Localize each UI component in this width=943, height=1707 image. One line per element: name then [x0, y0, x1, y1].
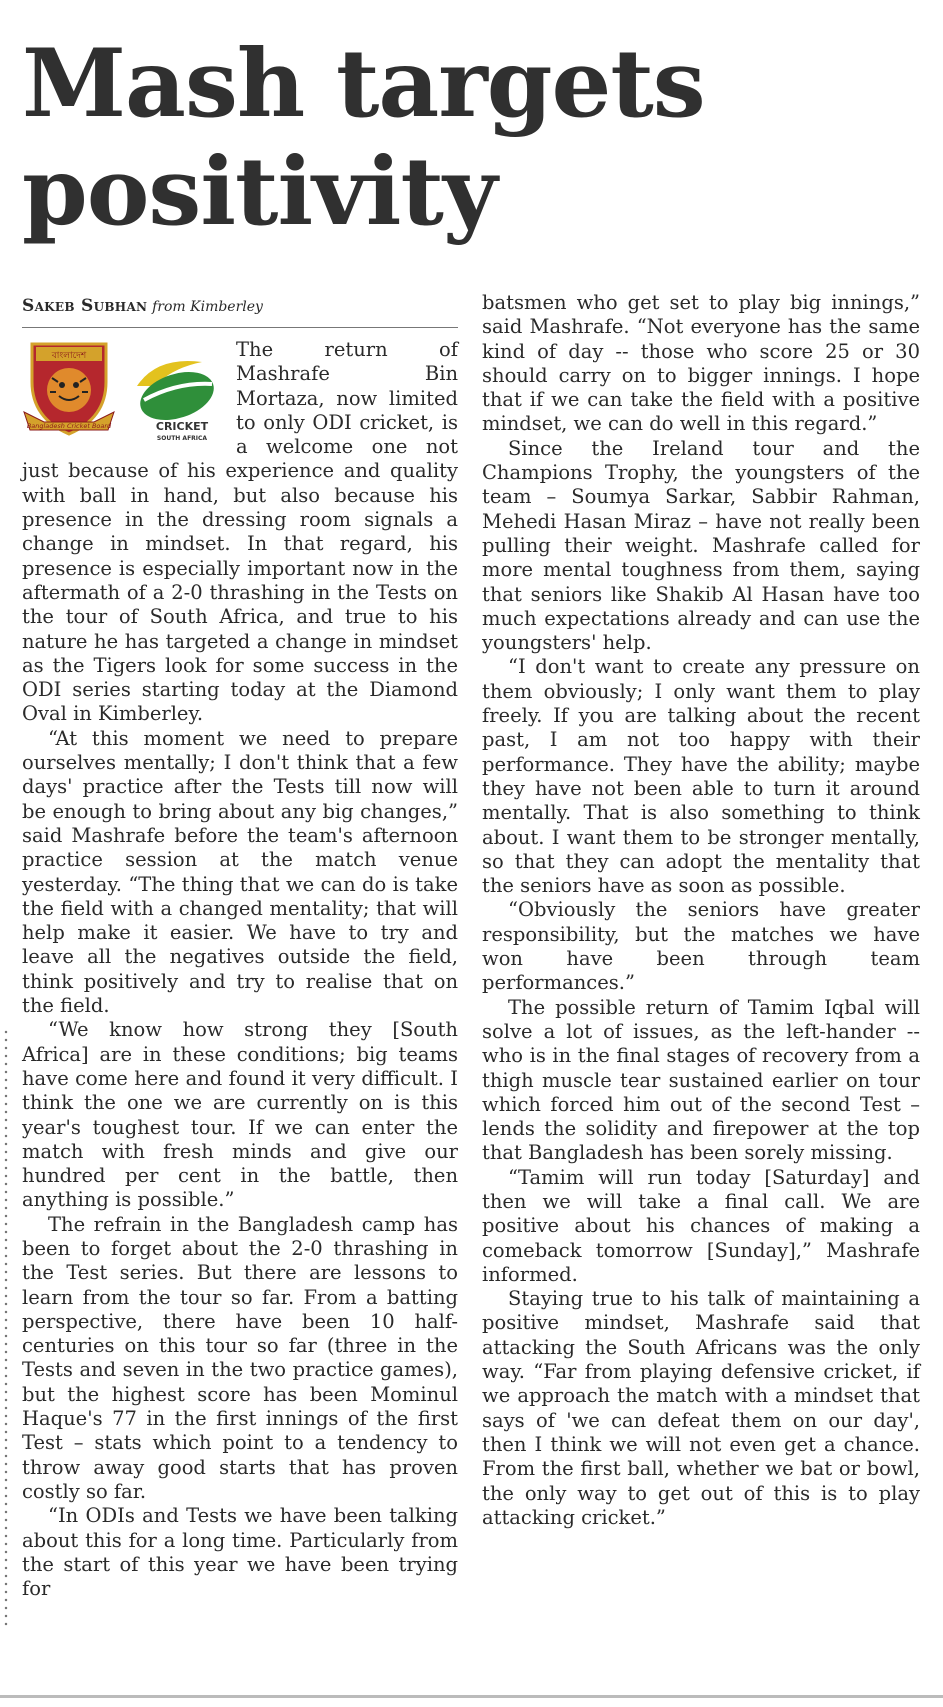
paragraph: The return of Mashrafe Bin Mortaza, now limited to only ODI cricket, is a welcome one not just because of his experience and quality with ball in hand, but also because his presence in the dressing room signals a change in mindset. In that regard, his presence is especially important now in the aftermath of a 2-0 thrashing in the Tests on the tour of South Africa, and true to his nature he has targeted a change in mindset as the Tigers look for some success in the ODI series starting today at the Diamond Oval in Kimberley.	[22, 338, 458, 726]
logos-graphic	[22, 338, 232, 450]
cricket-south-africa-logo-icon	[134, 361, 220, 442]
headline: Mash targets positivity	[22, 29, 705, 247]
paragraph: “At this moment we need to prepare ourselves mentally; I don't think that a few days' practice after the Tests till now will be enough to bring about any big changes,” said Mashrafe before the team's afternoon practice session at the match venue yesterday. “The thing that we can do is take the field with a changed mentality; that will help make it easier. We have to try and leave all the negatives outside the field, think positively and try to realise that on the field.	[22, 726, 458, 1018]
paragraph: “Obviously the seniors have greater responsibility, but the matches we have won have been through team performances.”	[482, 898, 920, 995]
paragraph: The possible return of Tamim Iqbal will solve a lot of issues, as the left-hander -- who is in the final stages of recovery from a thigh muscle tear sustained earlier on tour which forced him out of the second Test – lends the solidity and firepower at the top that Bangladesh has been sorely missing.	[482, 995, 920, 1165]
paragraph: batsmen who get set to play big innings,” said Mashrafe. “Not everyone has the same kind of day -- those who score 25 or 30 should carry on to bigger innings. I hope that if we can take the field with a positive mindset, we can do well in this regard.”	[482, 291, 920, 436]
byline-location: from Kimberley	[152, 299, 263, 315]
bottom-rule	[0, 1695, 943, 1698]
paragraph: Staying true to his talk of maintaining a positive mindset, Mashrafe said that attacking the South Africans was the only way. “Far from playing defensive cricket, if we approach the match with a mindset that says of 'we can defeat them on our day', then I think we will not even get a chance. From the first ball, whether we bat or bowl, the only way to get out of this is to play attacking cricket.”	[482, 1287, 920, 1529]
csa-logo-main-text: CRICKET	[155, 420, 209, 433]
article-column-right	[482, 291, 920, 1530]
paragraph: The refrain in the Bangladesh camp has been to forget about the 2-0 thrashing in the Test series. But there are lessons to learn from the tour so far. From a batting perspective, there have been 10 half-centuries on this tour so far (three in the Tests and seven in the two practice games), but the highest score has been Mominul Haque's 77 in the first innings of the first Test – stats which point to a tendency to throw away good starts that has proven costly so far.	[22, 1212, 458, 1503]
paragraph: Since the Ireland tour and the Champions Trophy, the youngsters of the team – Soumya Sarkar, Sabbir Rahman, Mehedi Hasan Miraz – have not really been pulling their weight. Mashrafe called for more mental toughness from them, saying that seniors like Shakib Al Hasan have too much expectations already and can use the youngsters' help.	[482, 436, 920, 655]
logos	[22, 338, 232, 450]
bcb-logo-text: বাংলাদেশ	[51, 351, 87, 361]
bcb-logo-icon	[24, 344, 114, 434]
dotted-cut-line	[2, 1028, 10, 1628]
bcb-banner-text: Bangladesh Cricket Board	[26, 422, 112, 430]
paragraph: “Tamim will run today [Saturday] and then we will take a final call. We are positive about his chances of making a comeback tomorrow [Sunday],” Mashrafe informed.	[482, 1165, 920, 1286]
byline-author: Sakeb Subhan	[22, 296, 148, 316]
byline	[22, 296, 458, 328]
paragraph: “I don't want to create any pressure on them obviously; I only want them to play freely. If you are talking about the recent past, I am not too happy with their performance. They have the ability; maybe they have not been able to turn it around mentally. That is also something to think about. I want them to be stronger mentally, so that they can adopt the mentality that the seniors have as soon as possible.	[482, 655, 920, 898]
article-column-left	[22, 294, 458, 1601]
csa-logo-sub-text: SOUTH AFRICA	[156, 435, 208, 442]
paragraph: “In ODIs and Tests we have been talking about this for a long time. Particularly from the start of this year we have been trying for	[22, 1504, 458, 1601]
paragraph: “We know how strong they [South Africa] are in these conditions; big teams have come here and found it very difficult. I think the one we are currently on is this year's toughest tour. If we can enter the match with fresh minds and give our hundred per cent in the battle, then anything is possible.”	[22, 1018, 458, 1212]
